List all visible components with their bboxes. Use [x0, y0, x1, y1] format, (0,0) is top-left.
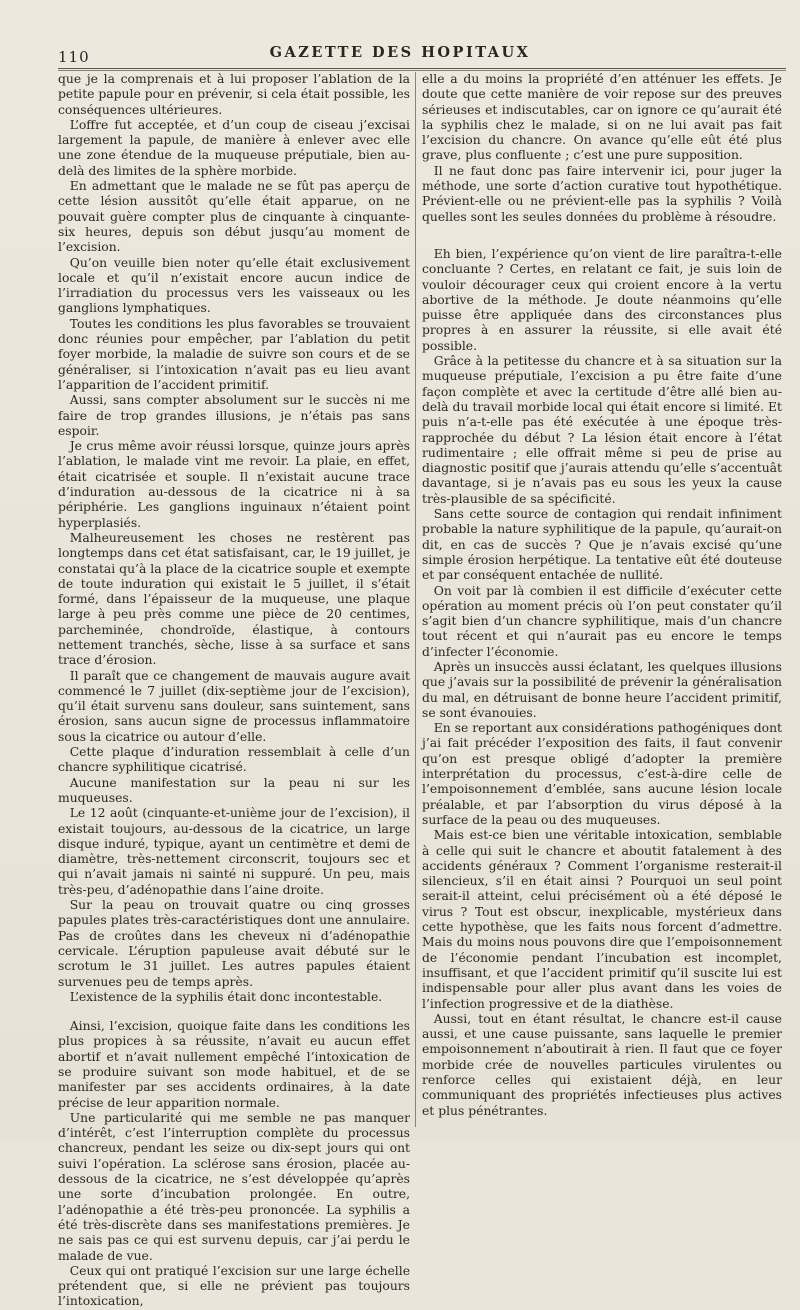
paragraph: Après un insuccès aussi éclatant, les quelques illusions que j’avais sur la possibilité de prévenir la généralisation du mal, en détruisant de bonne heure l’accident primitif, se sont évanouies. [422, 659, 782, 720]
paragraph: En se reportant aux considérations pathogéniques dont j’ai fait précéder l’exposition des faits, il faut convenir qu’on est presque obligé d’adopter la première interprétation du processus, c’est-à-dire celle de l’empoisonnement d’emblée, sans aucune lésion locale préalable, et par l’absorption du virus déposé à la surface de la peau ou des muqueuses. [422, 721, 782, 827]
paragraph: Ainsi, l’excision, quoique faite dans les conditions les plus propices à sa réussite, n’avait eu aucun effet abortif et n’avait nullement empêché l’intoxication de se produire suivant son mode habituel, et de se manifester par ses accidents ordinaires, à la date précise de leur apparition normale. [58, 1019, 410, 1110]
journal-title: GAZETTE DES HOPITAUX [269, 44, 531, 61]
page-number: 110 [58, 48, 90, 66]
paragraph: Cette plaque d’induration ressemblait à celle d’un chancre syphilitique cicatrisé. [58, 745, 410, 775]
column-divider [415, 72, 416, 1127]
paragraph: Aucune manifestation sur la peau ni sur les muqueuses. [58, 775, 410, 805]
paragraph: que je la comprenais et à lui proposer l’ablation de la petite papule pour en prévenir, si cela était possible, les conséquences ultérieures. [58, 72, 410, 117]
paragraph: Sur la peau on trouvait quatre ou cinq grosses papules plates très-caractéristiques dont une annulaire. Pas de croûtes dans les cheveux ni d’adénopathie cervicale. L’éruption papuleuse avait débuté sur le scrotum le 31 juillet. Les autres papules étaient survenues peu de temps après. [58, 898, 410, 989]
paragraph: Toutes les conditions les plus favorables se trouvaient donc réunies pour empêcher, par l’ablation du petit foyer morbide, la maladie de suivre son cours et de se généraliser, si l’intoxication n’avait pas eu lieu avant l’apparition de l’accident primitif. [58, 316, 410, 392]
paragraph: Eh bien, l’expérience qu’on vient de lire paraîtra-t-elle concluante ? Certes, en relatant ce fait, je suis loin de vouloir décourager ceux qui croient encore à la vertu abortive de la méthode. Je doute néanmoins qu’elle puisse être appliquée dans des circonstances plus propres à en assurer la réussite, si elle avait été possible. [422, 246, 782, 353]
paragraph: L’existence de la syphilis était donc incontestable. [69, 989, 383, 1004]
paragraph: On voit par là combien il est difficile d’exécuter cette opération au moment précis où l’on peut constater qu’il s’agit bien d’un chancre syphilitique, mais d’un chancre tout récent et qui n’aurait pas eu encore le temps d’infecter l’économie. [422, 583, 782, 659]
paragraph: Ceux qui ont pratiqué l’excision sur une large échelle prétendent que, si elle ne prévient pas toujours l’intoxication, [58, 1263, 410, 1309]
paragraph: Sans cette source de contagion qui rendait infiniment probable la nature syphilitique de la papule, qu’aurait-on dit, en cas de succès ? Que je n’avais excisé qu’une simple érosion herpétique. La tentative eût été douteuse et par conséquent entachée de nullité. [422, 507, 782, 583]
paragraph: Aussi, sans compter absolument sur le succès ni me faire de trop grandes illusions, je n’étais pas sans espoir. [58, 393, 410, 438]
paragraph: Il ne faut donc pas faire intervenir ici, pour juger la méthode, une sorte d’action curative tout hypothétique. Prévient-elle ou ne prévient-elle pas la syphilis ? Voilà quelles sont les seules données du problème à résoudre. [422, 163, 782, 224]
paragraph: Mais est-ce bien une véritable intoxication, semblable à celle qui suit le chancre et aboutit fatalement à des accidents généraux ? Comment l’organisme resterait-il silencieux, s’il en était ainsi ? Pourquoi un seul point serait-il atteint, celui précisément où a été déposé le virus ? Tout est obscur, inexplicable, mystérieux dans cette hypothèse, que les faits nous forcent d’admettre. Mais du moins nous pouvons dire que l’empoisonnement de l’économie pendant l’incubation est incomplet, insuffisant, et que l’accident primitif qu’il suscite lui est indispensable pour aller plus avant dans les voies de l’infection progressive et de la diathèse. [422, 828, 782, 1011]
paragraph: Qu’on veuille bien noter qu’elle était exclusivement locale et qu’il n’existait encore aucun indice de l’irradiation du processus vers les vaisseaux ou les ganglions lymphatiques. [58, 255, 410, 316]
paragraph: L’offre fut acceptée, et d’un coup de ciseau j’excisai largement la papule, de manière à enlever avec elle une zone étendue de la muqueuse préputiale, bien au-delà des limites de la sphère morbide. [58, 117, 410, 178]
paragraph: Il paraît que ce changement de mauvais augure avait commencé le 7 juillet (dix-septième jour de l’excision), qu’il était survenu sans douleur, sans suintement, sans érosion, sans aucun signe de processus inflammatoire sous la cicatrice ou autour d’elle. [58, 668, 410, 744]
left-column [58, 72, 410, 1309]
paragraph: Malheureusement les choses ne restèrent pas longtemps dans cet état satisfaisant, car, le 19 juillet, je constatai qu’à la place de la cicatrice souple et exempte de toute induration qui existait le 5 juillet, il s’était formé, dans l’épaisseur de la muqueuse, une plaque large à peu près comme une pièce de 20 centimes, parcheminée, chondroïde, élastique, à contours nettement tranchés, sèche, lisse à sa surface et sans trace d’érosion. [58, 530, 410, 668]
paragraph: Le 12 août (cinquante-et-unième jour de l’excision), il existait toujours, au-dessous de la cicatrice, un large disque induré, typique, ayant un centimètre et demi de diamètre, très-nettement circonscrit, toujours sec et qui n’avait jamais ni sainté ni suppuré. Un peu, mais très-peu, d’adénopathie dans l’aine droite. [58, 806, 410, 897]
header-rule [58, 68, 786, 71]
paragraph: Une particularité qui me semble ne pas manquer d’intérêt, c’est l’interruption complète du processus chancreux, pendant les seize ou dix-sept jours qui ont suivi l’opération. La sclérose sans érosion, placée au-dessous de la cicatrice, ne s’est développée qu’après une sorte d’incubation prolongée. En outre, l’adénopathie a été très-peu prononcée. La syphilis a été très-discrète dans ses manifestations premières. Je ne sais pas ce qui est survenu depuis, car j’ai perdu le malade de vue. [58, 1110, 410, 1263]
paragraph: elle a du moins la propriété d’en atténuer les effets. Je doute que cette manière de voir repose sur des preuves sérieuses et indiscutables, car on ignore ce qu’aurait été la syphilis chez le malade, si on ne lui avait pas fait l’excision du chancre. On avance qu’elle eût été plus grave, plus confluente ; c’est une pure supposition. [422, 72, 782, 163]
paragraph: Grâce à la petitesse du chancre et à sa situation sur la muqueuse préputiale, l’excision a pu être faite d’une façon complète et avec la certitude d’être allé bien au-delà du travail morbide local qui était encore si limité. Et puis n’a-t-elle pas été exécutée à une époque très-rapprochée du début ? La lésion était encore à l’état rudimentaire ; elle offrait même si peu de prise au diagnostic positif que j’aurais attendu qu’elle s’accentuât davantage, si je n’avais pas eu sous les yeux la cause très-plausible de sa spécificité. [422, 354, 782, 506]
paragraph: En admettant que le malade ne se fût pas aperçu de cette lésion aussitôt qu’elle était apparue, on ne pouvait guère compter plus de cinquante à cinquante-six heures, depuis son début jusqu’au moment de l’excision. [58, 179, 410, 255]
page-header [0, 38, 800, 68]
right-column [422, 72, 782, 1130]
paragraph: Aussi, tout en étant résultat, le chancre est-il cause aussi, et une cause puissante, sans laquelle le premier empoisonnement n’aboutirait à rien. Il faut que ce foyer morbide crée de nouvelles particules virulentes ou renforce celles qui existaient déjà, en leur communiquant des propriétés infectieuses plus actives et plus pénétrantes. [422, 1011, 782, 1118]
paragraph: Je crus même avoir réussi lorsque, quinze jours après l’ablation, le malade vint me revoir. La plaie, en effet, était cicatrisée et souple. Il n’existait aucune trace d’induration au-dessous de la cicatrice ni à sa périphérie. Les ganglions inguinaux n’étaient point hyperplasiés. [58, 439, 410, 530]
